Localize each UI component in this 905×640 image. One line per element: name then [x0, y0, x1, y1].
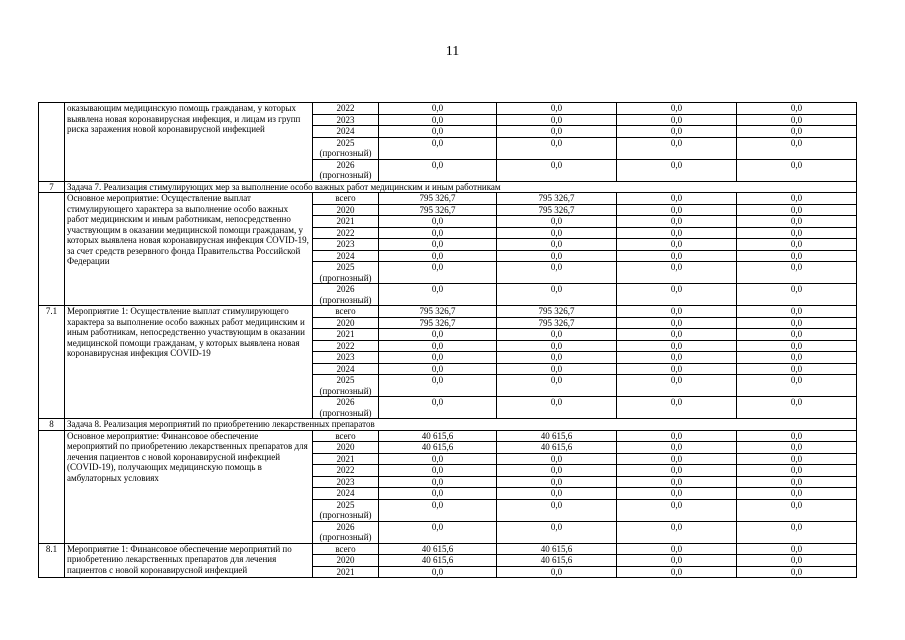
- period-cell: 2024: [313, 488, 379, 500]
- table-row: [39, 430, 857, 442]
- amount-cell: 0,0: [497, 159, 617, 181]
- amount-cell: 0,0: [737, 204, 857, 216]
- period-cell: всего: [313, 193, 379, 205]
- amount-cell: 0,0: [497, 137, 617, 159]
- amount-cell: 0,0: [737, 262, 857, 284]
- table-body: [39, 103, 857, 578]
- amount-cell: 0,0: [737, 114, 857, 126]
- amount-cell: 0,0: [617, 465, 737, 477]
- amount-cell: 0,0: [737, 284, 857, 306]
- amount-cell: 0,0: [379, 566, 497, 578]
- period-cell: всего: [313, 543, 379, 555]
- amount-cell: 0,0: [379, 340, 497, 352]
- amount-cell: 0,0: [737, 499, 857, 521]
- period-cell: 2025 (прогнозный): [313, 262, 379, 284]
- amount-cell: 0,0: [617, 216, 737, 228]
- amount-cell: 0,0: [617, 159, 737, 181]
- amount-cell: 0,0: [497, 227, 617, 239]
- amount-cell: 0,0: [737, 363, 857, 375]
- amount-cell: 0,0: [497, 239, 617, 251]
- amount-cell: 40 615,6: [379, 430, 497, 442]
- amount-cell: 0,0: [379, 216, 497, 228]
- amount-cell: 0,0: [737, 375, 857, 397]
- amount-cell: 0,0: [617, 442, 737, 454]
- amount-cell: 0,0: [497, 216, 617, 228]
- amount-cell: 0,0: [737, 239, 857, 251]
- amount-cell: 40 615,6: [497, 543, 617, 555]
- amount-cell: 0,0: [617, 375, 737, 397]
- period-cell: 2021: [313, 566, 379, 578]
- period-cell: 2024: [313, 250, 379, 262]
- amount-cell: 0,0: [737, 250, 857, 262]
- period-cell: 2021: [313, 329, 379, 341]
- amount-cell: 0,0: [379, 159, 497, 181]
- amount-cell: 40 615,6: [497, 442, 617, 454]
- amount-cell: 0,0: [737, 521, 857, 543]
- amount-cell: 0,0: [617, 193, 737, 205]
- period-cell: 2022: [313, 340, 379, 352]
- amount-cell: 0,0: [379, 488, 497, 500]
- period-cell: 2026 (прогнозный): [313, 521, 379, 543]
- amount-cell: 0,0: [737, 476, 857, 488]
- amount-cell: 795 326,7: [497, 306, 617, 318]
- task-row: [39, 419, 857, 431]
- period-cell: всего: [313, 306, 379, 318]
- amount-cell: 0,0: [497, 499, 617, 521]
- table-row: [39, 193, 857, 205]
- amount-cell: 795 326,7: [379, 204, 497, 216]
- amount-cell: 0,0: [617, 137, 737, 159]
- task-row: [39, 181, 857, 193]
- amount-cell: 0,0: [617, 204, 737, 216]
- amount-cell: 0,0: [737, 306, 857, 318]
- period-cell: 2023: [313, 476, 379, 488]
- amount-cell: 0,0: [379, 227, 497, 239]
- period-cell: 2020: [313, 204, 379, 216]
- amount-cell: 0,0: [497, 126, 617, 138]
- amount-cell: 0,0: [737, 555, 857, 567]
- amount-cell: 0,0: [497, 340, 617, 352]
- amount-cell: 0,0: [617, 499, 737, 521]
- amount-cell: 40 615,6: [497, 555, 617, 567]
- amount-cell: 0,0: [737, 488, 857, 500]
- amount-cell: 0,0: [617, 227, 737, 239]
- amount-cell: 0,0: [617, 250, 737, 262]
- amount-cell: 0,0: [737, 329, 857, 341]
- period-cell: 2022: [313, 227, 379, 239]
- period-cell: 2025 (прогнозный): [313, 375, 379, 397]
- amount-cell: 0,0: [379, 521, 497, 543]
- amount-cell: 0,0: [737, 159, 857, 181]
- period-cell: 2024: [313, 126, 379, 138]
- amount-cell: 0,0: [379, 465, 497, 477]
- period-cell: 2021: [313, 453, 379, 465]
- amount-cell: 0,0: [379, 375, 497, 397]
- amount-cell: 0,0: [617, 103, 737, 115]
- amount-cell: 0,0: [617, 430, 737, 442]
- measure-description: оказывающим медицинскую помощь гражданам, у которых выявлена новая коронавирусная инфекция, и лицам из групп риска заражения новой коронавирусной инфекцией: [65, 103, 313, 182]
- amount-cell: 40 615,6: [379, 442, 497, 454]
- amount-cell: 795 326,7: [379, 193, 497, 205]
- amount-cell: 0,0: [379, 103, 497, 115]
- amount-cell: 0,0: [737, 442, 857, 454]
- period-cell: всего: [313, 430, 379, 442]
- amount-cell: 0,0: [497, 262, 617, 284]
- amount-cell: 0,0: [379, 453, 497, 465]
- amount-cell: 0,0: [497, 453, 617, 465]
- task-title: Задача 7. Реализация стимулирующих мер за выполнение особо важных работ медицинским и иным работникам: [65, 181, 857, 193]
- amount-cell: 0,0: [617, 126, 737, 138]
- amount-cell: 0,0: [617, 521, 737, 543]
- amount-cell: 0,0: [497, 114, 617, 126]
- table-row: [39, 543, 857, 555]
- amount-cell: 0,0: [737, 397, 857, 419]
- amount-cell: 0,0: [617, 352, 737, 364]
- amount-cell: 0,0: [617, 397, 737, 419]
- amount-cell: 0,0: [497, 476, 617, 488]
- period-cell: 2025 (прогнозный): [313, 499, 379, 521]
- period-cell: 2024: [313, 363, 379, 375]
- table-row: [39, 103, 857, 115]
- amount-cell: 0,0: [379, 352, 497, 364]
- amount-cell: 0,0: [617, 262, 737, 284]
- amount-cell: 0,0: [617, 543, 737, 555]
- period-cell: 2023: [313, 239, 379, 251]
- amount-cell: 0,0: [617, 340, 737, 352]
- amount-cell: 0,0: [497, 329, 617, 341]
- amount-cell: 0,0: [497, 465, 617, 477]
- amount-cell: 0,0: [737, 453, 857, 465]
- task-number: 7: [39, 181, 65, 193]
- amount-cell: 0,0: [497, 521, 617, 543]
- amount-cell: 0,0: [737, 566, 857, 578]
- amount-cell: 0,0: [737, 465, 857, 477]
- amount-cell: 0,0: [737, 216, 857, 228]
- measure-description: Основное мероприятие: Осуществление выплат стимулирующего характера за выполнение особо важных работ медицинским и иным работникам, непосредственно участвующим в оказании медицинской помощи гражданам, у которых выявлена новая коронавирусная инфекция COVID-19, за счет средств резервного фонда Правительства Российской Федерации: [65, 193, 313, 306]
- amount-cell: 0,0: [617, 363, 737, 375]
- amount-cell: 795 326,7: [497, 193, 617, 205]
- amount-cell: 0,0: [497, 566, 617, 578]
- amount-cell: 0,0: [497, 363, 617, 375]
- amount-cell: 795 326,7: [379, 317, 497, 329]
- amount-cell: 0,0: [737, 227, 857, 239]
- amount-cell: 0,0: [497, 375, 617, 397]
- amount-cell: 795 326,7: [497, 317, 617, 329]
- amount-cell: 0,0: [379, 126, 497, 138]
- amount-cell: 0,0: [497, 250, 617, 262]
- amount-cell: 40 615,6: [497, 430, 617, 442]
- measure-number: 7.1: [39, 306, 65, 419]
- amount-cell: 0,0: [379, 137, 497, 159]
- period-cell: 2026 (прогнозный): [313, 159, 379, 181]
- amount-cell: 0,0: [497, 397, 617, 419]
- amount-cell: 0,0: [617, 306, 737, 318]
- period-cell: 2020: [313, 317, 379, 329]
- amount-cell: 0,0: [737, 193, 857, 205]
- measure-description: Мероприятие 1: Финансовое обеспечение мероприятий по приобретению лекарственных препаратов для лечения пациентов с новой коронавирусной инфекцией: [65, 543, 313, 578]
- period-cell: 2022: [313, 103, 379, 115]
- period-cell: 2023: [313, 114, 379, 126]
- task-title: Задача 8. Реализация мероприятий по приобретению лекарственных препаратов: [65, 419, 857, 431]
- period-cell: 2026 (прогнозный): [313, 284, 379, 306]
- task-number: 8: [39, 419, 65, 431]
- amount-cell: 0,0: [737, 137, 857, 159]
- measure-number: [39, 193, 65, 306]
- measure-number: 8.1: [39, 543, 65, 578]
- budget-table: [38, 102, 857, 578]
- page-number: 11: [445, 44, 460, 59]
- amount-cell: 0,0: [617, 284, 737, 306]
- amount-cell: 0,0: [379, 397, 497, 419]
- amount-cell: 0,0: [379, 476, 497, 488]
- amount-cell: 0,0: [379, 262, 497, 284]
- measure-description: Основное мероприятие: Финансовое обеспечение мероприятий по приобретению лекарственных препаратов для лечения пациентов с новой коронавирусной инфекцией (COVID-19), получающих медицинскую помощь в амбулаторных условиях: [65, 430, 313, 543]
- amount-cell: 0,0: [737, 103, 857, 115]
- period-cell: 2023: [313, 352, 379, 364]
- period-cell: 2020: [313, 442, 379, 454]
- amount-cell: 40 615,6: [379, 555, 497, 567]
- amount-cell: 0,0: [379, 363, 497, 375]
- amount-cell: 0,0: [497, 103, 617, 115]
- amount-cell: 0,0: [737, 317, 857, 329]
- amount-cell: 40 615,6: [379, 543, 497, 555]
- amount-cell: 0,0: [617, 555, 737, 567]
- amount-cell: 0,0: [737, 126, 857, 138]
- period-cell: 2021: [313, 216, 379, 228]
- amount-cell: 0,0: [737, 340, 857, 352]
- amount-cell: 0,0: [617, 566, 737, 578]
- amount-cell: 0,0: [617, 476, 737, 488]
- amount-cell: 0,0: [379, 329, 497, 341]
- measure-description: Мероприятие 1: Осуществление выплат стимулирующего характера за выполнение особо важных работ медицинским и иным работникам, непосредственно участвующим в оказании медицинской помощи гражданам, у которых выявлена новая коронавирусная инфекция COVID-19: [65, 306, 313, 419]
- amount-cell: 0,0: [497, 352, 617, 364]
- amount-cell: 0,0: [617, 488, 737, 500]
- amount-cell: 0,0: [617, 317, 737, 329]
- amount-cell: 0,0: [737, 543, 857, 555]
- amount-cell: 0,0: [379, 239, 497, 251]
- measure-number: [39, 430, 65, 543]
- amount-cell: 0,0: [737, 430, 857, 442]
- amount-cell: 0,0: [617, 239, 737, 251]
- amount-cell: 0,0: [617, 453, 737, 465]
- amount-cell: 0,0: [617, 329, 737, 341]
- amount-cell: 0,0: [379, 284, 497, 306]
- period-cell: 2020: [313, 555, 379, 567]
- amount-cell: 0,0: [497, 488, 617, 500]
- amount-cell: 795 326,7: [379, 306, 497, 318]
- period-cell: 2022: [313, 465, 379, 477]
- amount-cell: 0,0: [379, 499, 497, 521]
- measure-number: [39, 103, 65, 182]
- table-row: [39, 306, 857, 318]
- period-cell: 2026 (прогнозный): [313, 397, 379, 419]
- amount-cell: 0,0: [617, 114, 737, 126]
- amount-cell: 0,0: [379, 114, 497, 126]
- amount-cell: 0,0: [737, 352, 857, 364]
- amount-cell: 0,0: [379, 250, 497, 262]
- amount-cell: 795 326,7: [497, 204, 617, 216]
- amount-cell: 0,0: [497, 284, 617, 306]
- period-cell: 2025 (прогнозный): [313, 137, 379, 159]
